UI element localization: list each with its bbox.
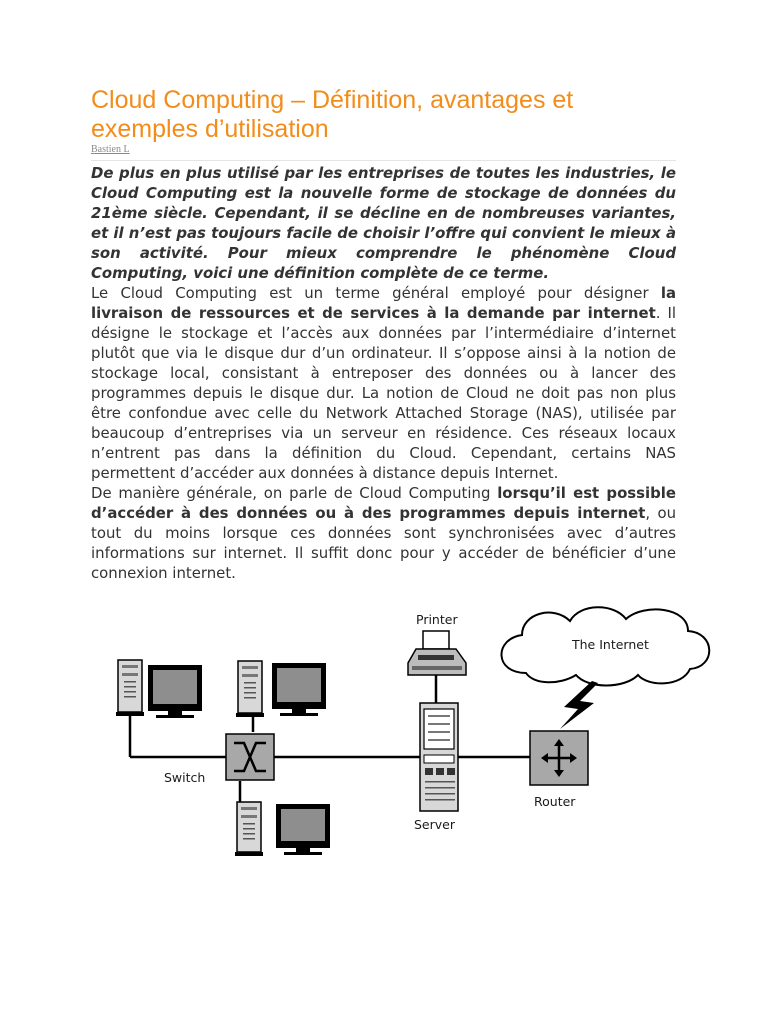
definition-highlight: la livraison de ressources et de services à la demande par internet <box>91 284 676 322</box>
printer-label: Printer <box>416 612 458 627</box>
usage-text-start: De manière générale, on parle de Cloud Computing <box>91 484 498 502</box>
article-body <box>91 163 676 583</box>
usage-highlight: lorsqu’il est possible d’accéder à des données ou à des programmes depuis internet <box>91 484 676 522</box>
intro-paragraph: De plus en plus utilisé par les entreprises de toutes les industries, le Cloud Computing est la nouvelle forme de stockage de données du 21ème siècle. Cependant, il se décline en de nombreuses variantes, et il n’est pas toujours facile de choisir l’offre qui convient le mieux à son activité. Pour mieux comprendre le phénomène Cloud Computing, voici une définition complète de ce terme. <box>91 164 676 282</box>
usage-paragraph <box>91 483 676 583</box>
author-link[interactable]: Bastien L <box>91 144 130 155</box>
switch-icon <box>226 734 274 780</box>
definition-text-end: . Il désigne le stockage et l’accès aux données par l’intermédiaire d’internet plutôt que via le disque dur d’un ordinateur. Il s’oppose ainsi à la notion de stockage local, consistant à entreposer des données ou à lancer des programmes depuis le disque dur. La notion de Cloud ne doit pas non plus être confondue avec celle du Network Attached Storage (NAS), utilisée par beaucoup d’entreprises via un serveur en résidence. Ces réseaux locaux n’entrent pas dans la définition du Cloud. Cependant, certains NAS permettent d’accéder aux données à distance depuis Internet. <box>91 304 676 482</box>
router-label: Router <box>534 794 576 809</box>
definition-text-start: Le Cloud Computing est un terme général employé pour désigner <box>91 284 661 302</box>
internet-label: The Internet <box>572 637 649 652</box>
router-icon <box>530 731 588 785</box>
usage-text-end: , ou tout du moins lorsque ces données sont synchronisées avec d’autres informations sur internet. Il suffit donc pour y accéder de bénéficier d’une connexion internet. <box>91 504 677 582</box>
network-diagram <box>98 603 718 865</box>
server-icon <box>420 703 458 811</box>
computer-icon <box>236 661 326 717</box>
article-title: Cloud Computing – Définition, avantages et exemples d’utilisation <box>91 86 574 143</box>
title-divider <box>91 160 676 161</box>
server-label: Server <box>414 817 455 832</box>
definition-paragraph <box>91 283 676 483</box>
computer-icon <box>235 802 330 856</box>
lightning-icon <box>560 681 598 729</box>
computer-icon <box>116 660 202 718</box>
switch-label: Switch <box>164 770 206 785</box>
printer-icon <box>408 631 466 675</box>
